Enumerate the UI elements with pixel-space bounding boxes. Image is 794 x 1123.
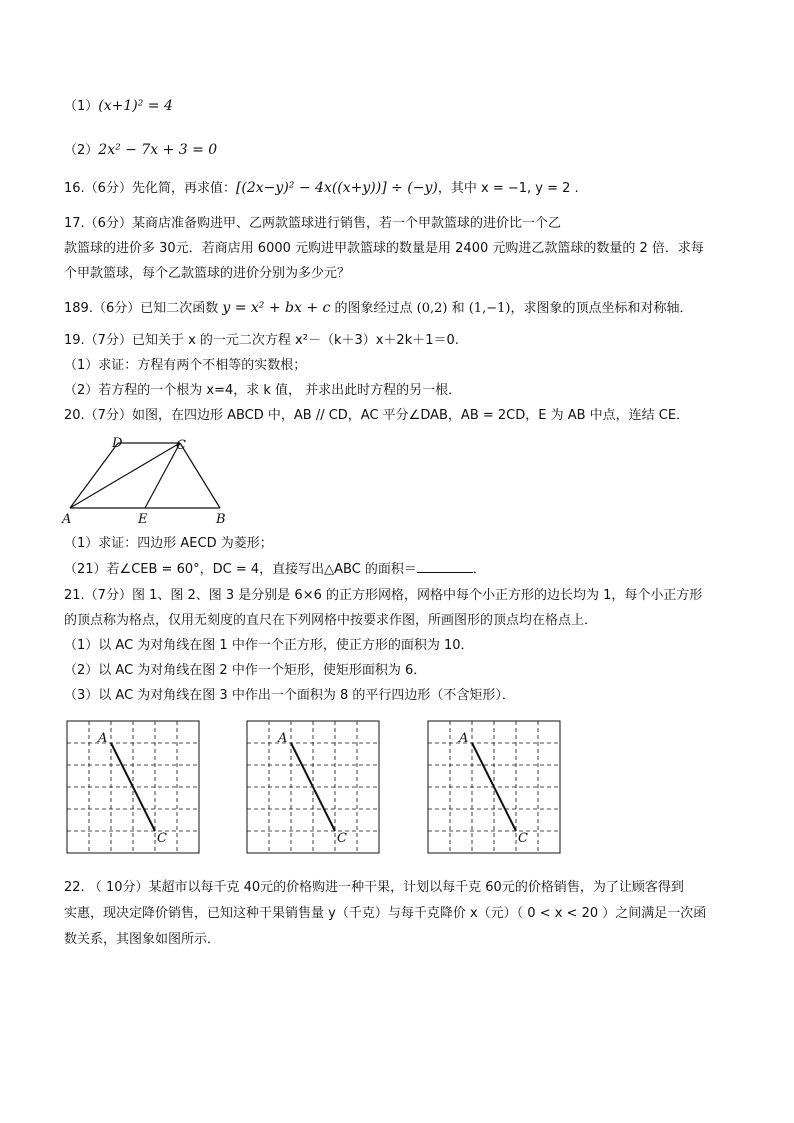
equation-1 <box>64 97 173 116</box>
grid2-label-a: A <box>278 731 288 746</box>
grid1-label-a: A <box>98 731 108 746</box>
segment-cb <box>180 443 220 508</box>
q22-line-1: 22. （ 10分）某超市以每千克 40元的价格购进一种干果，计划以每千克 60元的价格销售，为了让顾客得到 <box>64 880 684 895</box>
q19-line-2: （1）求证：方程有两个不相等的实数根； <box>64 358 307 373</box>
q17-line-3: 个甲款篮球，每个乙款篮球的进价分别为多少元？ <box>64 266 351 281</box>
question-18 <box>64 299 692 318</box>
q22-line-3: 数关系，其图象如图所示． <box>64 932 221 947</box>
q20-part2-suffix: ． <box>472 562 486 577</box>
q21-line-1: 21.（7分）图 1、图 2、图 3 是分别是 6×6 的正方形网格，网格中每个小正方形的边长均为 1，每个小正方形 <box>64 588 703 603</box>
q21-line-2: 的顶点称为格点，仅用无刻度的直尺在下列网格中按要求作图，所画图形的顶点均在格点上． <box>64 613 598 628</box>
label-a: A <box>62 512 72 527</box>
grid-figure-3 <box>427 720 563 856</box>
grid1-label-c: C <box>157 831 167 846</box>
q17-line-2: 款篮球的进价多 30元．若商店用 6000 元购进甲款篮球的数量是用 2400 元购进乙款篮球的数量的 2 倍．求每 <box>64 241 704 256</box>
question-16 <box>64 179 579 198</box>
q20-line-2: （1）求证：四边形 AECD 为菱形； <box>64 536 273 551</box>
grid2-label-c: C <box>337 831 347 846</box>
equation-2-math: 2x² − 7x + 3 = 0 <box>98 142 218 158</box>
grid-figure-1 <box>66 720 202 856</box>
label-b: B <box>216 512 226 527</box>
q18-suffix: ，求图象的顶点坐标和对称轴． <box>510 301 693 316</box>
q20-line-3 <box>64 560 486 579</box>
q20-line-1: 20.（7分）如图，在四边形 ABCD 中，AB // CD，AC 平分∠DAB，AB = 2CD，E 为 AB 中点，连结 CE． <box>64 408 690 423</box>
equation-1-label: （1） <box>64 99 99 114</box>
q20-part2-prefix: （21）若∠CEB = 60°，DC = 4，直接写出△ABC 的面积＝ <box>64 562 417 577</box>
q17-line-1: 17.（6分）某商店准备购进甲、乙两款篮球进行销售，若一个甲款篮球的进价比一个乙 <box>64 216 561 231</box>
q16-expression: [(2x−y)² − 4x((x+y))] ÷ (−y) <box>235 180 438 196</box>
label-d: D <box>112 436 123 451</box>
q16-suffix: ，其中 x = −1, y = 2 . <box>437 181 579 196</box>
label-c: C <box>176 438 186 453</box>
q21-line-4: （2）以 AC 为对角线在图 2 中作一个矩形，使矩形面积为 6． <box>64 663 427 678</box>
q19-line-3: （2）若方程的一个根为 x=4，求 k 值， 并求出此时方程的另一根． <box>64 383 462 398</box>
equation-1-math: (x+1)² = 4 <box>98 98 173 114</box>
segment-ad <box>70 443 118 508</box>
q18-prefix: 189.（6分）已知二次函数 <box>64 301 223 316</box>
answer-blank[interactable] <box>417 560 473 573</box>
q16-prefix: 16.（6分）先化简，再求值： <box>64 181 236 196</box>
segment-ac <box>70 443 180 508</box>
equation-2-label: （2） <box>64 143 99 158</box>
grid3-label-c: C <box>518 831 528 846</box>
q18-mid: 的图象经过点 <box>330 301 417 316</box>
grid-figure-2 <box>246 720 382 856</box>
equation-2 <box>64 141 217 160</box>
q18-function: y = x² + bx + c <box>222 300 331 316</box>
label-e: E <box>138 512 148 527</box>
q19-line-1: 19.（7分）已知关于 x 的一元二次方程 x²－（k＋3）x＋2k＋1＝0. <box>64 333 459 348</box>
q18-points: (0,2) 和 (1,−1) <box>416 301 511 316</box>
quadrilateral-figure <box>60 433 240 528</box>
grid3-label-a: A <box>459 731 469 746</box>
q22-line-2: 实惠，现决定降价销售，已知这种干果销售量 y（千克）与每千克降价 x（元）（ 0 < x < 20 ）之间满足一次函 <box>64 906 707 921</box>
q21-line-5: （3）以 AC 为对角线在图 3 中作出一个面积为 8 的平行四边形（不含矩形）． <box>64 688 515 703</box>
q21-line-3: （1）以 AC 为对角线在图 1 中作一个正方形，使正方形的面积为 10． <box>64 638 474 653</box>
